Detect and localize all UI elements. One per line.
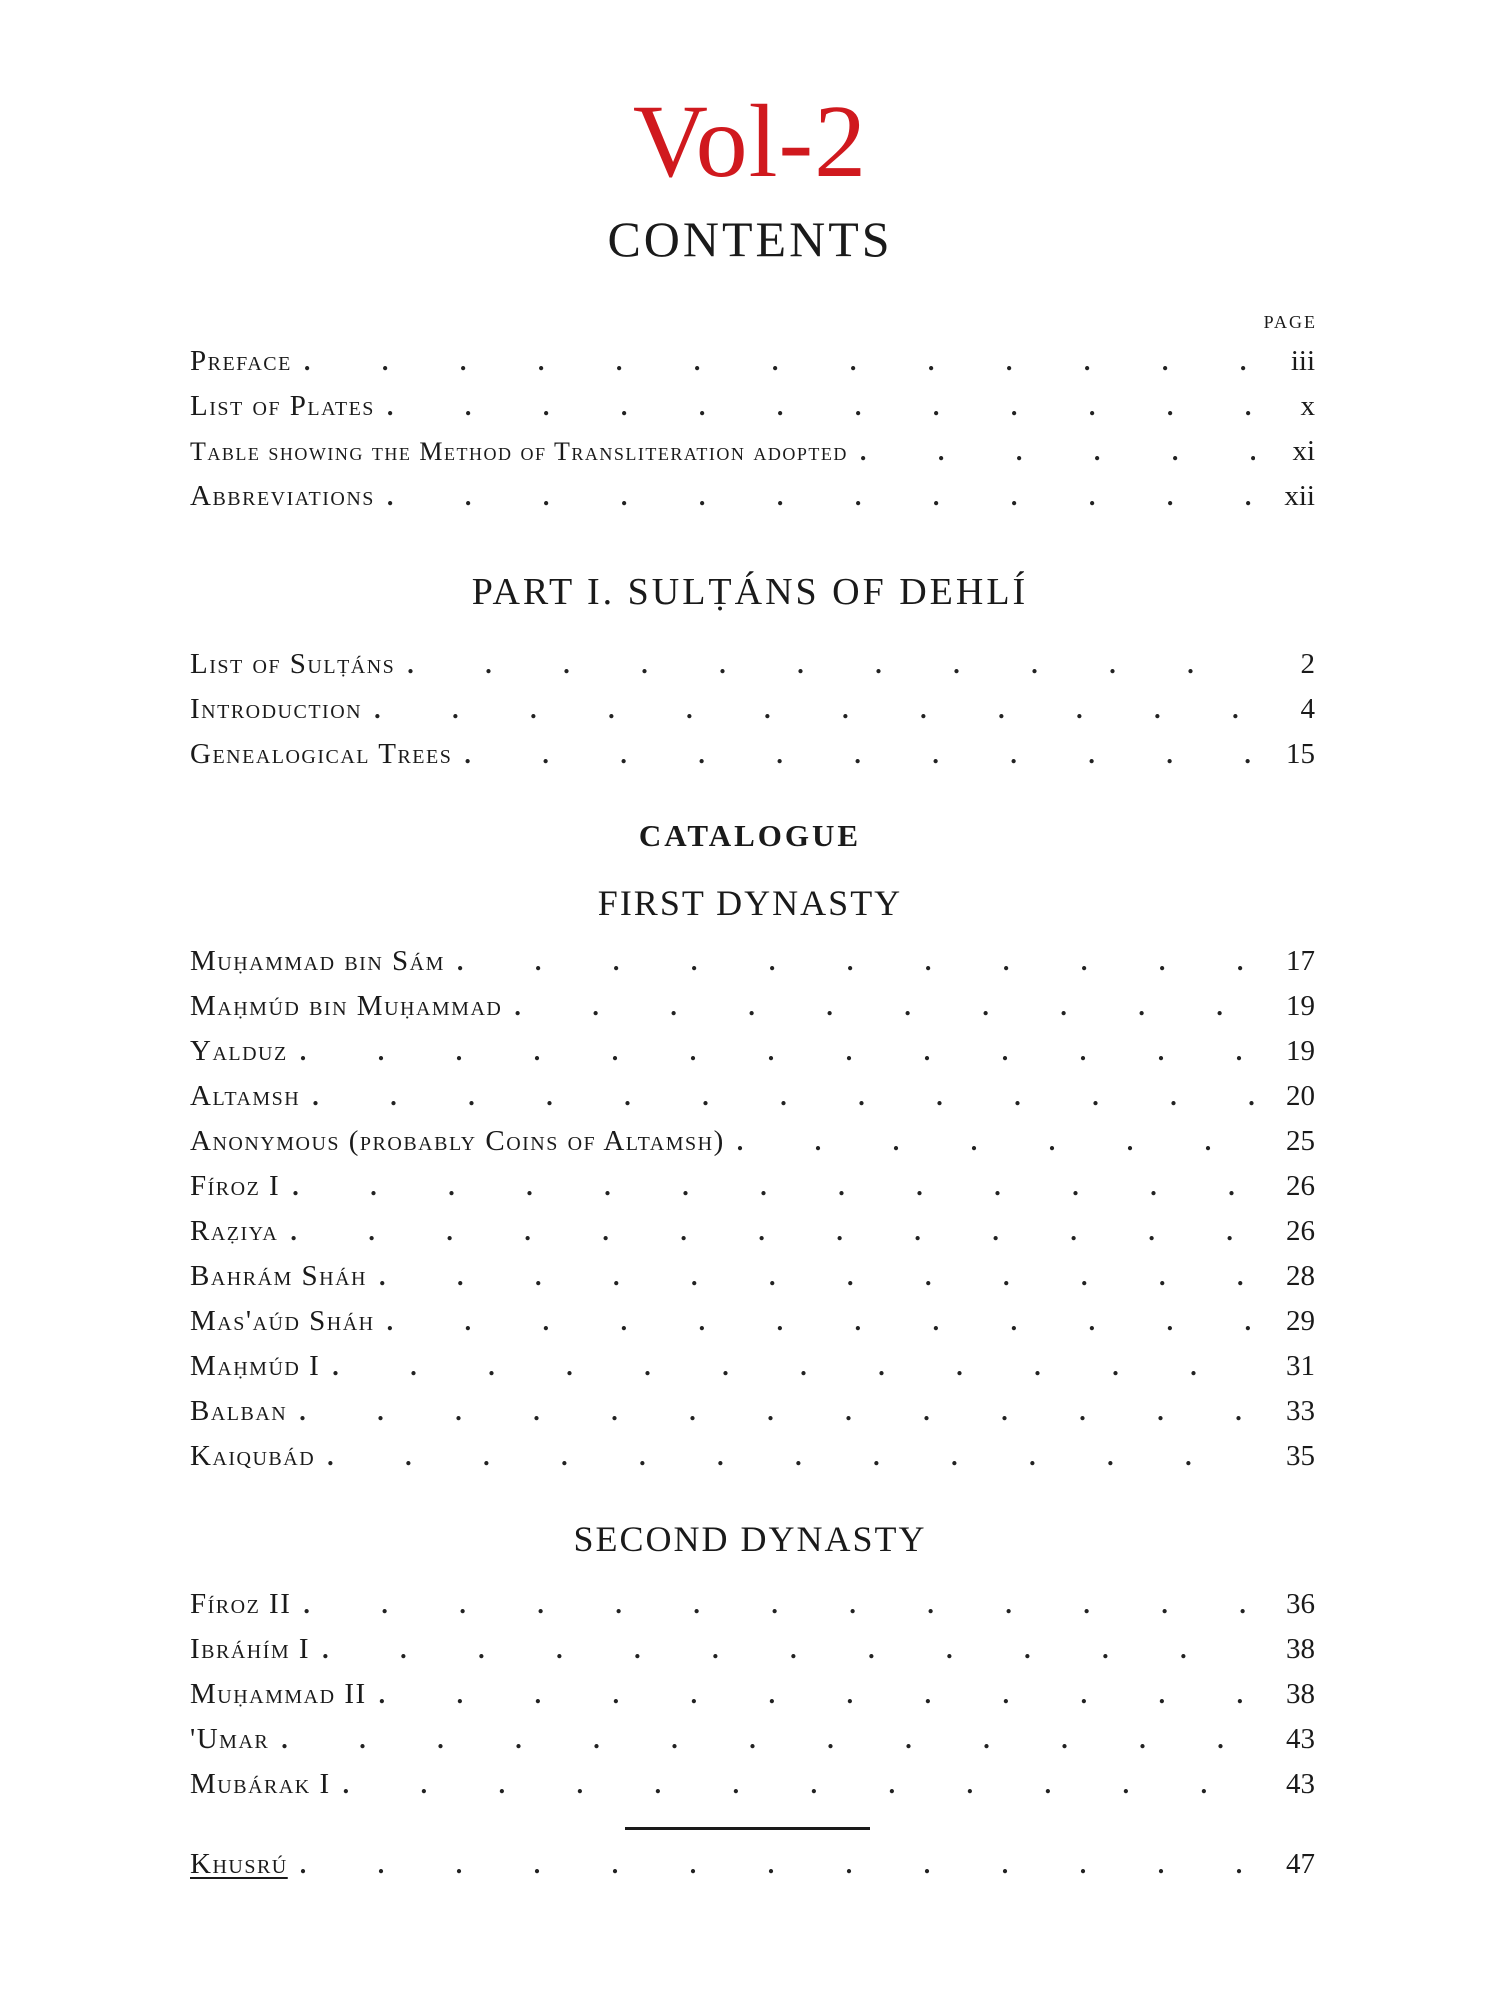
toc-entry xyxy=(190,1035,1315,1075)
toc-entry-page: 28 xyxy=(1286,1260,1315,1292)
toc-entry-label: Abbreviations xyxy=(190,480,375,512)
leader-dots xyxy=(281,1723,1255,1756)
toc-entry-label: Fíroz I xyxy=(190,1170,281,1202)
leader-dots xyxy=(464,738,1255,771)
toc-entry xyxy=(190,1125,1315,1165)
toc-entry-label: Preface xyxy=(190,345,292,377)
toc-entry-page: 20 xyxy=(1286,1080,1315,1112)
toc-entry-page: xi xyxy=(1292,435,1315,467)
toc-entry-label: Muḥammad II xyxy=(190,1678,367,1710)
toc-entry xyxy=(190,1588,1315,1628)
leader-dots xyxy=(300,1035,1255,1068)
toc-entry-page: 2 xyxy=(1300,648,1315,680)
toc-entry-label: Bahrám Sháh xyxy=(190,1260,368,1292)
toc-entry-genealogical-trees xyxy=(190,738,1315,778)
toc-entry-preface xyxy=(190,345,1315,385)
toc-entry-abbreviations xyxy=(190,480,1315,520)
leader-dots xyxy=(387,480,1255,513)
toc-entry-page: 47 xyxy=(1286,1848,1315,1880)
leader-dots xyxy=(379,1678,1255,1711)
toc-entry-list-of-plates xyxy=(190,390,1315,430)
leader-dots xyxy=(514,990,1255,1023)
toc-entry-page: 26 xyxy=(1286,1215,1315,1247)
toc-entry xyxy=(190,1350,1315,1390)
toc-entry-label: Mubárak I xyxy=(190,1768,331,1800)
leader-dots xyxy=(387,390,1255,423)
leader-dots xyxy=(860,435,1255,468)
toc-entry-page: 25 xyxy=(1286,1125,1315,1157)
leader-dots xyxy=(299,1395,1255,1428)
toc-entry-label: Ibráhím I xyxy=(190,1633,311,1665)
toc-entry xyxy=(190,1305,1315,1345)
leader-dots xyxy=(312,1080,1255,1113)
page-title: CONTENTS xyxy=(607,211,893,267)
toc-entry-page: 35 xyxy=(1286,1440,1315,1472)
toc-entry-label: Fíroz II xyxy=(190,1588,292,1620)
leader-dots xyxy=(290,1215,1255,1248)
toc-entry-list-of-sultans xyxy=(190,648,1315,688)
toc-entry-page: 33 xyxy=(1286,1395,1315,1427)
leader-dots xyxy=(457,945,1255,978)
toc-entry xyxy=(190,1170,1315,1210)
toc-entry-label: Kaiqubád xyxy=(190,1440,316,1472)
toc-entry-page: xii xyxy=(1284,480,1315,512)
toc-entry xyxy=(190,1678,1315,1718)
toc-entry-label: Introduction xyxy=(190,693,363,725)
toc-entry-page: 38 xyxy=(1286,1678,1315,1710)
page-column-label: PAGE xyxy=(1263,312,1317,332)
toc-entry-page: 38 xyxy=(1286,1633,1315,1665)
toc-entry-page: 17 xyxy=(1286,945,1315,977)
toc-entry-page: 19 xyxy=(1286,990,1315,1022)
toc-entry-page: 4 xyxy=(1300,693,1315,725)
section-divider xyxy=(625,1827,870,1830)
toc-entry-label: Muḥammad bin Sám xyxy=(190,945,445,977)
toc-entry-page: 43 xyxy=(1286,1723,1315,1755)
toc-entry-label: Anonymous (probably Coins of Altamsh) xyxy=(190,1125,725,1157)
toc-entry-label: Altamsh xyxy=(190,1080,301,1112)
leader-dots xyxy=(304,345,1255,378)
leader-dots xyxy=(303,1588,1255,1621)
toc-entry-page: 43 xyxy=(1286,1768,1315,1800)
toc-entry xyxy=(190,945,1315,985)
toc-entry-page: 36 xyxy=(1286,1588,1315,1620)
second-dynasty-heading: SECOND DYNASTY xyxy=(573,1519,927,1559)
leader-dots xyxy=(332,1350,1255,1383)
leader-dots xyxy=(300,1848,1255,1881)
leader-dots xyxy=(379,1260,1255,1293)
leader-dots xyxy=(292,1170,1255,1203)
volume-label: Vol-2 xyxy=(632,84,868,199)
toc-entry-label: Mas'aúd Sháh xyxy=(190,1305,375,1337)
toc-entry-label: Maḥmúd bin Muḥammad xyxy=(190,990,503,1022)
catalogue-heading: CATALOGUE xyxy=(638,818,862,853)
toc-entry-page: 19 xyxy=(1286,1035,1315,1067)
leader-dots xyxy=(322,1633,1255,1666)
toc-entry-label: Khusrú xyxy=(190,1848,288,1880)
toc-entry xyxy=(190,1768,1315,1808)
toc-entry-page: 31 xyxy=(1286,1350,1315,1382)
toc-entry-label: 'Umar xyxy=(190,1723,270,1755)
leader-dots xyxy=(374,693,1255,726)
toc-entry-page: iii xyxy=(1290,345,1315,377)
toc-entry xyxy=(190,1080,1315,1120)
toc-entry-label: Raẓiya xyxy=(190,1215,279,1247)
leader-dots xyxy=(407,648,1255,681)
toc-entry-label: List of Plates xyxy=(190,390,375,422)
toc-entry-page: 26 xyxy=(1286,1170,1315,1202)
toc-entry xyxy=(190,1215,1315,1255)
leader-dots xyxy=(343,1768,1255,1801)
toc-entry-page: 29 xyxy=(1286,1305,1315,1337)
first-dynasty-heading: FIRST DYNASTY xyxy=(597,883,903,923)
toc-entry xyxy=(190,1723,1315,1763)
toc-entry-label: Maḥmúd I xyxy=(190,1350,321,1382)
toc-entry-label: Table showing the Method of Transliteration adopted xyxy=(190,437,848,466)
toc-entry xyxy=(190,1633,1315,1673)
toc-entry-label: Balban xyxy=(190,1395,288,1427)
leader-dots xyxy=(737,1125,1255,1158)
toc-entry-label: List of Sulṭáns xyxy=(190,648,396,680)
toc-entry xyxy=(190,1260,1315,1300)
toc-entry-khusru xyxy=(190,1848,1315,1888)
toc-entry-page: 15 xyxy=(1286,738,1315,770)
part-heading: PART I. SULṬÁNS OF DEHLÍ xyxy=(471,571,1029,613)
leader-dots xyxy=(327,1440,1255,1473)
toc-entry-label: Yalduz xyxy=(190,1035,288,1067)
toc-entry-page: x xyxy=(1300,390,1315,422)
toc-entry xyxy=(190,990,1315,1030)
leader-dots xyxy=(387,1305,1255,1338)
toc-entry xyxy=(190,1395,1315,1435)
toc-entry-label: Genealogical Trees xyxy=(190,738,453,770)
toc-entry xyxy=(190,1440,1315,1480)
toc-entry-transliteration xyxy=(190,435,1315,475)
toc-entry-introduction xyxy=(190,693,1315,733)
